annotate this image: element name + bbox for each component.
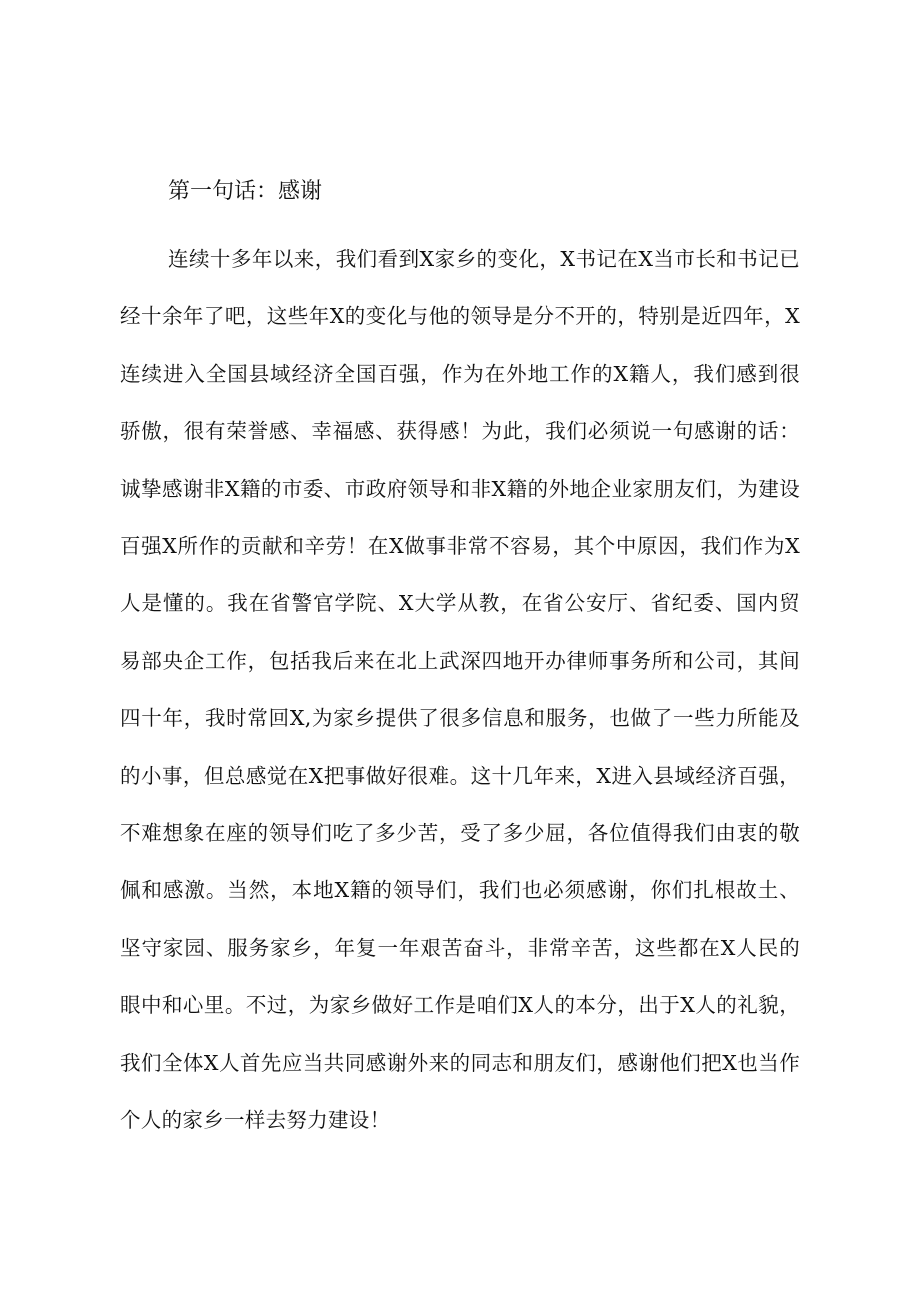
body-paragraph: 连续十多年以来，我们看到X家乡的变化，X书记在X当市长和书记已经十余年了吧，这些年X的变化与他的领导是分不开的，特别是近四年，X连续进入全国县域经济全国百强，作为在外地工作的X籍人，我们感到很骄傲，很有荣誉感、幸福感、获得感！为此，我们必须说一句感谢的话：诚挚感谢非X籍的市委、市政府领导和非X籍的外地企业家朋友们，为建设百强X所作的贡献和辛劳！在X做事非常不容易，其个中原因，我们作为X人是懂的。我在省警官学院、X大学从教，在省公安厅、省纪委、国内贸易部央企工作，包括我后来在北上武深四地开办律师事务所和公司，其间四十年，我时常回X,为家乡提供了很多信息和服务，也做了一些力所能及的小事，但总感觉在X把事做好很难。这十几年来，X进入县域经济百强，不难想象在座的领导们吃了多少苦，受了多少屈，各位值得我们由衷的敬佩和感激。当然，本地X籍的领导们，我们也必须感谢，你们扎根故土、坚守家园、服务家乡，年复一年艰苦奋斗，非常辛苦，这些都在X人民的眼中和心里。不过，为家乡做好工作是咱们X人的本分，出于X人的礼貌，我们全体X人首先应当共同感谢外来的同志和朋友们，感谢他们把X也当作个人的家乡一样去努力建设！ <box>120 247 800 1133</box>
section-heading: 第一句话：感谢 <box>168 179 323 204</box>
